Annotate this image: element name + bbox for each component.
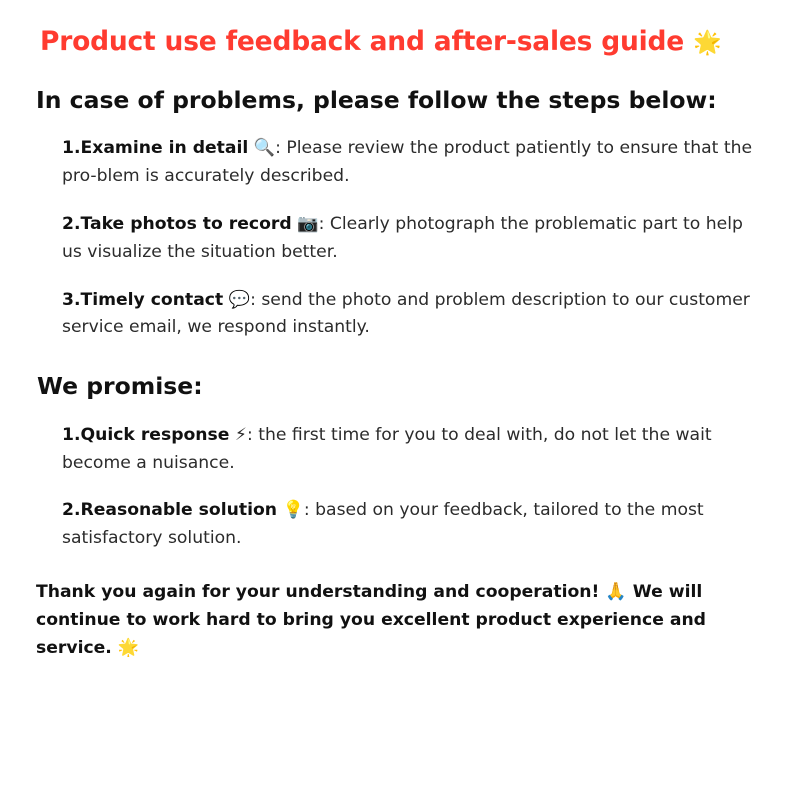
promise-section-heading: We promise: [37,372,203,401]
step-item [62,135,760,191]
lightning-icon: ⚡ [234,424,247,445]
promise-lead: 1.Quick response [62,424,230,445]
page-title [40,26,760,58]
step-item [62,287,760,343]
folded-hands-icon: 🙏 [605,582,627,603]
step-lead: 1.Examine in detail [62,138,249,159]
lightbulb-icon: 💡 [282,500,304,521]
promise-item [62,497,760,553]
promise-body: : the first time for you to deal with, do not let the wait become a nuisance. [62,424,712,473]
step-lead: 2.Take photos to record [62,213,292,234]
camera-icon: 📷 [297,213,319,234]
closing-paragraph [36,579,756,663]
step-body: : Clearly photograph the problematic part to help us visualize the situation better. [62,213,743,262]
step-item [62,211,760,267]
page-title-text: Product use feedback and after-sales guide [40,26,685,57]
closing-text-part1: Thank you again for your understanding and cooperation! [36,582,600,603]
step-lead: 3.Timely contact [62,289,224,310]
promise-body: : based on your feedback, tailored to the most satisfactory solution. [62,500,704,549]
closing-text-part2: We will continue to work hard to bring you excellent product experience and service. [36,582,706,658]
speech-bubble-icon: 💬 [228,289,251,310]
step-body: : Please review the product patiently to ensure that the pro-blem is accurately described. [62,138,753,187]
star-icon: 🌟 [693,30,722,56]
promise-lead: 2.Reasonable solution [62,500,278,521]
step-body: : send the photo and problem description to our customer service email, we respond instantly. [62,289,750,338]
magnifier-icon: 🔍 [253,138,276,159]
problem-section-heading: In case of problems, please follow the steps below: [36,85,717,114]
star-icon: 🌟 [117,637,140,658]
promise-item [62,422,760,478]
